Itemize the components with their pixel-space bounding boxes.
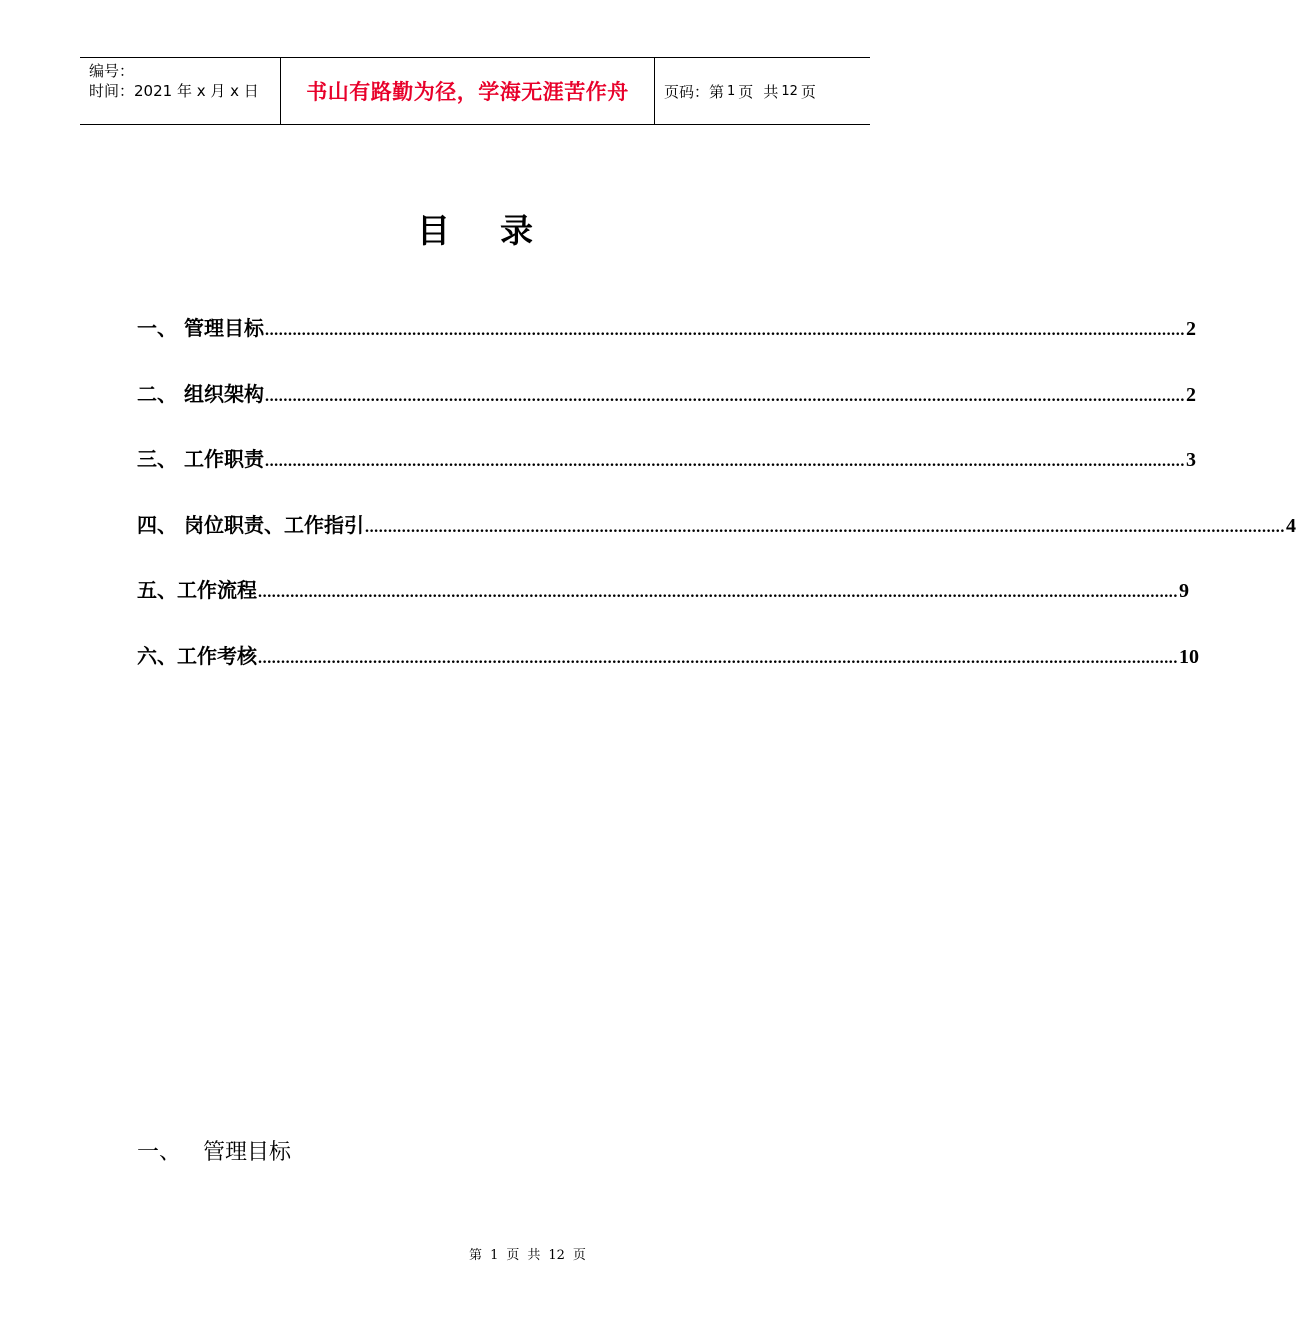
header-page-label: 页码：第: [664, 82, 725, 101]
section-heading-title: 管理目标: [203, 1140, 292, 1165]
toc-entry-label: 二、 组织架构: [137, 381, 264, 406]
toc-entry-page: 10: [1179, 645, 1199, 668]
header-page-current: 1: [727, 83, 736, 99]
footer-unit: 页: [506, 1248, 520, 1263]
toc-entry-leader: ........................................................................................................................................................................................................: [364, 518, 1285, 536]
toc-entry[interactable]: [137, 378, 1196, 444]
toc-entry-leader: ........................................................................................................................................................................................................: [264, 453, 1185, 471]
toc-title-char-2: 录: [500, 211, 533, 250]
toc-entry[interactable]: [137, 509, 1296, 575]
table-of-contents: [137, 312, 1296, 706]
footer-total-unit: 页: [572, 1248, 586, 1263]
toc-entry-page: 9: [1179, 580, 1189, 603]
toc-entry-page: 2: [1185, 383, 1196, 406]
toc-entry-leader: ........................................................................................................................................................................................................: [264, 322, 1185, 339]
header-page-total-label: 共: [763, 82, 779, 101]
footer-total: 12: [548, 1248, 565, 1263]
toc-entry-leader: ........................................................................................................................................................................................................: [258, 584, 1178, 602]
toc-entry[interactable]: [137, 640, 1199, 706]
toc-entry-label: 一、 管理目标: [137, 316, 264, 340]
toc-entry-page: 3: [1185, 449, 1196, 472]
header-page-total: 12: [781, 83, 798, 99]
toc-entry-leader: ........................................................................................................................................................................................................: [264, 387, 1185, 405]
toc-entry-label: 三、 工作职责: [137, 447, 264, 472]
header-info-cell: [80, 58, 281, 124]
header-page-cell: [655, 58, 870, 124]
toc-entry-page: 4: [1285, 514, 1296, 537]
toc-entry[interactable]: [137, 574, 1189, 640]
toc-entry-label: 四、 岗位职责、工作指引: [137, 512, 364, 537]
toc-entry[interactable]: [137, 443, 1196, 509]
toc-entry-label: 五、工作流程: [137, 578, 257, 603]
toc-entry-label: 六、工作考核: [137, 643, 257, 668]
header-page-unit: 页: [738, 82, 754, 101]
toc-title: [0, 205, 950, 252]
document-header: [80, 57, 870, 125]
header-time-label: 时间：2021 年 x 月 x 日: [89, 82, 259, 100]
footer-prefix: 第: [469, 1248, 483, 1263]
toc-entry[interactable]: [137, 312, 1196, 378]
footer-total-label: 共: [527, 1248, 541, 1263]
section-heading-number: 一、: [137, 1140, 182, 1165]
section-heading: [137, 1135, 291, 1166]
toc-entry-page: 2: [1185, 318, 1196, 340]
header-motto: 书山有路勤为径，学海无涯苦作舟: [281, 58, 655, 124]
footer-current: 1: [490, 1248, 499, 1263]
header-number-label: 编号：: [89, 62, 135, 80]
toc-entry-leader: ........................................................................................................................................................................................................: [258, 649, 1178, 667]
page-footer: [0, 1244, 950, 1263]
header-page-total-unit: 页: [800, 82, 816, 101]
toc-title-char-1: 目: [417, 211, 450, 250]
